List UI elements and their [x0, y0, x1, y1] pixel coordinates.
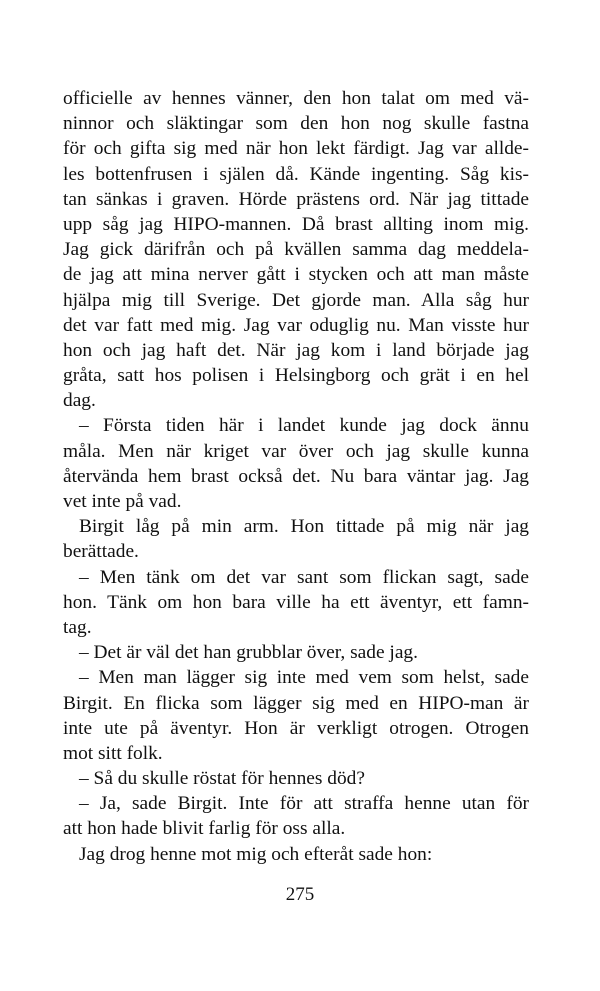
text-line: – Men tänk om det var sant som flickan sagt, sade — [79, 566, 529, 588]
text-line: mot sitt folk. — [63, 742, 163, 764]
text-line: officielle av hennes vänner, den hon talat om med vä- — [63, 88, 529, 109]
text-line: hon. Tänk om hon bara ville ha ett äventyr, ett famn- — [63, 591, 529, 613]
text-line: ninnor och släktingar som den hon nog skulle fastna — [63, 113, 529, 135]
text-line: tag. — [63, 616, 92, 638]
text-line: Birgit låg på min arm. Hon tittade på mig när jag — [79, 516, 529, 538]
text-line: Jag drog henne mot mig och efteråt sade hon: — [79, 843, 433, 865]
text-line: hon och jag haft det. När jag kom i land började jag — [63, 339, 529, 361]
text-line: måla. Men när kriget var över och jag skulle kunna — [63, 440, 529, 462]
text-line: upp såg jag HIPO-mannen. Då brast allting inom mig. — [63, 213, 529, 235]
text-line: för och gifta sig med när hon lekt färdigt. Jag var allde- — [63, 138, 529, 160]
page-number: 275 — [285, 884, 315, 905]
text-line: berättade. — [63, 541, 139, 563]
text-line: hjälpa mig till Sverige. Det gjorde man. Alla såg hur — [63, 289, 529, 311]
text-line: det var fatt med mig. Jag var oduglig nu. Man visste hur — [63, 314, 529, 336]
text-line: les bottenfrusen i själen då. Kände ingenting. Såg kis- — [63, 163, 529, 185]
text-line: dag. — [63, 390, 96, 412]
text-line: Jag gick därifrån och på kvällen samma dag meddela- — [63, 239, 529, 261]
text-line: – Ja, sade Birgit. Inte för att straffa henne utan för — [79, 793, 529, 815]
page-body-text — [63, 86, 529, 867]
text-line: tan sänkas i graven. Hörde prästens ord. När jag tittade — [63, 188, 529, 210]
text-line: att hon hade blivit farlig för oss alla. — [63, 818, 346, 840]
text-line: – Första tiden här i landet kunde jag dock ännu — [79, 415, 529, 437]
text-line: Birgit. En flicka som lägger sig med en HIPO-man är — [63, 692, 529, 714]
text-line: – Så du skulle röstat för hennes död? — [79, 768, 365, 790]
text-line: – Det är väl det han grubblar över, sade jag. — [79, 642, 418, 664]
text-line: – Men man lägger sig inte med vem som helst, sade — [79, 667, 529, 689]
text-line: de jag att mina nerver gått i stycken och att man måste — [63, 264, 529, 286]
text-line: gråta, satt hos polisen i Helsingborg och grät i en hel — [63, 365, 529, 387]
text-line: återvända hem brast också det. Nu bara väntar jag. Jag — [63, 465, 529, 487]
text-line: inte ute på äventyr. Hon är verkligt otrogen. Otrogen — [63, 717, 529, 739]
text-line: vet inte på vad. — [63, 491, 182, 512]
